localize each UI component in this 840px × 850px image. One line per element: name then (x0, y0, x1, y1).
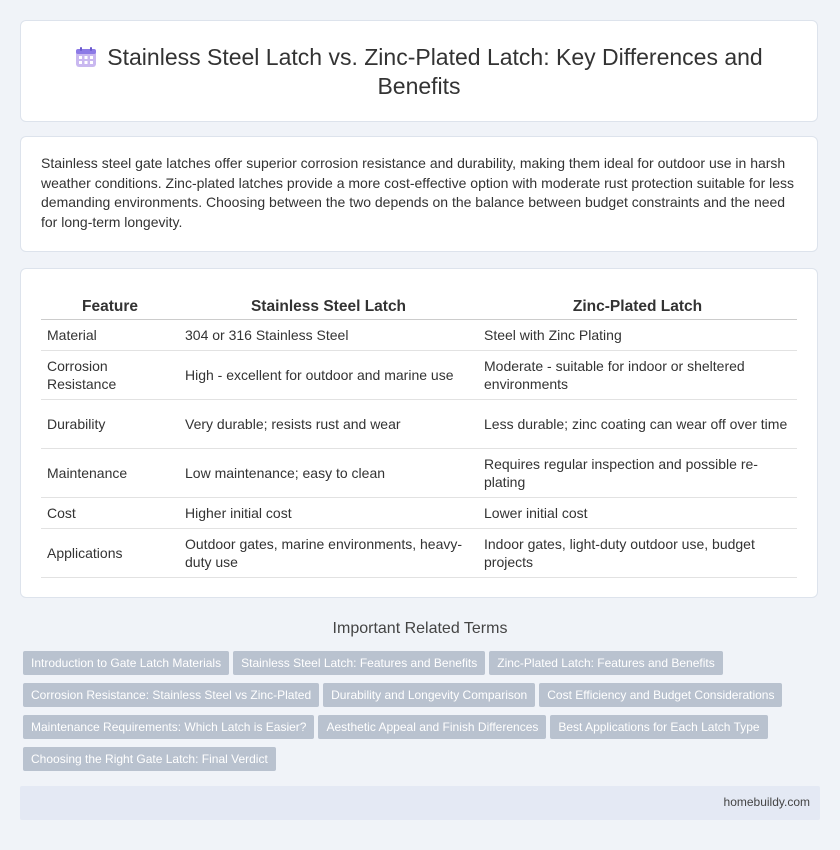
intro-paragraph: Stainless steel gate latches offer superior corrosion resistance and durability, making them ideal for outdoor use in harsh weather conditions. Zinc-plated latches provide a more cost-effective option with moderate rust protection suitable for less demanding environments. Choosing between the two depends on the balance between budget constraints and the need for long-term longevity. (41, 155, 795, 230)
table-cell: Maintenance (41, 449, 179, 498)
related-term-tag[interactable]: Aesthetic Appeal and Finish Differences (318, 715, 546, 739)
table-cell: Applications (41, 529, 179, 578)
comparison-card (20, 268, 818, 598)
table-cell: Indoor gates, light-duty outdoor use, budget projects (478, 529, 797, 578)
table-row (41, 351, 797, 400)
related-term-tag[interactable]: Choosing the Right Gate Latch: Final Verdict (23, 747, 276, 771)
table-cell: Material (41, 320, 179, 351)
related-term-tag[interactable]: Zinc-Plated Latch: Features and Benefits (489, 651, 722, 675)
related-term-tag[interactable]: Durability and Longevity Comparison (323, 683, 535, 707)
header-card (20, 20, 818, 122)
footer-site-link[interactable]: homebuildy.com (723, 795, 810, 809)
table-cell: Requires regular inspection and possible re-plating (478, 449, 797, 498)
page-title (21, 43, 817, 101)
table-row (41, 498, 797, 529)
footer (20, 786, 820, 820)
related-term-tag[interactable]: Cost Efficiency and Budget Considerations (539, 683, 782, 707)
table-cell: Corrosion Resistance (41, 351, 179, 400)
related-term-tag[interactable]: Introduction to Gate Latch Materials (23, 651, 229, 675)
column-header-stainless: Stainless Steel Latch (179, 291, 478, 320)
table-cell: Lower initial cost (478, 498, 797, 529)
column-header-feature: Feature (41, 291, 179, 320)
table-cell: Low maintenance; easy to clean (179, 449, 478, 498)
page-title-text: Stainless Steel Latch vs. Zinc-Plated Latch: Key Differences and Benefits (107, 44, 763, 99)
related-term-tag[interactable]: Corrosion Resistance: Stainless Steel vs Zinc-Plated (23, 683, 319, 707)
related-term-tag[interactable]: Stainless Steel Latch: Features and Benefits (233, 651, 485, 675)
calendar-grid-icon (75, 46, 97, 68)
table-header-row (41, 291, 797, 320)
table-cell: Cost (41, 498, 179, 529)
comparison-table (41, 291, 797, 578)
table-row (41, 449, 797, 498)
table-cell: Outdoor gates, marine environments, heavy-duty use (179, 529, 478, 578)
related-terms-heading: Important Related Terms (332, 620, 508, 637)
table-cell: Durability (41, 400, 179, 449)
table-row (41, 320, 797, 351)
related-terms-list (23, 651, 823, 779)
table-cell: Higher initial cost (179, 498, 478, 529)
table-cell: High - excellent for outdoor and marine use (179, 351, 478, 400)
table-cell: Moderate - suitable for indoor or sheltered environments (478, 351, 797, 400)
table-cell: Less durable; zinc coating can wear off over time (478, 400, 797, 449)
column-header-zinc: Zinc-Plated Latch (478, 291, 797, 320)
table-row (41, 529, 797, 578)
table-cell: 304 or 316 Stainless Steel (179, 320, 478, 351)
related-term-tag[interactable]: Maintenance Requirements: Which Latch is Easier? (23, 715, 314, 739)
table-cell: Very durable; resists rust and wear (179, 400, 478, 449)
table-cell: Steel with Zinc Plating (478, 320, 797, 351)
table-row (41, 400, 797, 449)
intro-card (20, 136, 818, 252)
related-term-tag[interactable]: Best Applications for Each Latch Type (550, 715, 767, 739)
